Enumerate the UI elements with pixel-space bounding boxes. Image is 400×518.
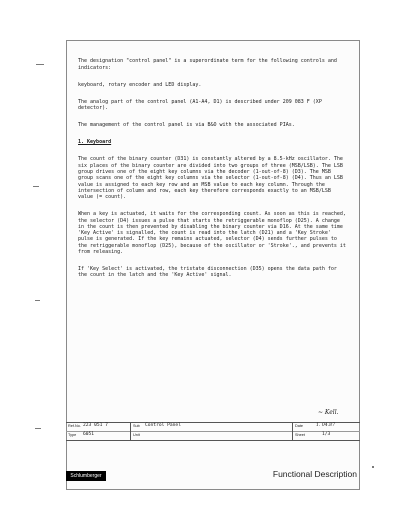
key-select-paragraph: If 'Key Select' is activated, the tristate disconnection (D35) opens the data path for the count in the latch and the 'Key Active' signal. bbox=[78, 266, 337, 279]
ref-no-value: 223 051 7 bbox=[83, 423, 108, 428]
sheet-value: 1/3 bbox=[322, 432, 331, 437]
counter-paragraph: The count of the binary counter (D31) is constantly altered by a 8.5-kHz oscillator. The six places of the binary counter are divided into two groups of three (MSB/LSB). The LSB group drives one of the eight key columns via the decoder (1-out-of-8) (D3). The MSB group scans one of the eight key columns via the selector (1-out-of-8) (D4). Thus an LSB value is assigned to each key row and an MSB value to each key column. Through the intersection of column and row, each key therefore corresponds exactly to an MSB/LSB value (= count). bbox=[78, 156, 343, 201]
sheet-label: Sheet bbox=[295, 433, 305, 437]
signature: ~ Kell. bbox=[318, 409, 339, 416]
document-type-title: Functional Description bbox=[272, 469, 357, 479]
type-value: 6051 bbox=[83, 432, 95, 437]
binder-mark bbox=[36, 64, 44, 65]
title-block-divider bbox=[130, 422, 131, 440]
title-block-mid-rule bbox=[66, 431, 360, 432]
date-label: Date bbox=[295, 424, 304, 428]
binder-mark bbox=[35, 428, 41, 429]
section-heading: 1. Keyboard bbox=[78, 139, 112, 146]
date-value: 1. 04.87 bbox=[316, 423, 335, 428]
title-block-bottom-rule bbox=[66, 440, 360, 441]
title-block-divider bbox=[292, 422, 293, 440]
sub-value: Control Panel bbox=[145, 423, 181, 428]
company-logo: Schlumberger bbox=[66, 471, 106, 481]
intro-paragraph: The designation "control panel" is a superordinate term for the following controls and indicators: bbox=[78, 58, 337, 71]
page-corner-mark bbox=[372, 466, 374, 468]
unit-label: Unit bbox=[133, 433, 140, 437]
sub-label: Sub bbox=[133, 424, 140, 428]
controls-list-paragraph: keyboard, rotary encoder and LED display. bbox=[78, 81, 202, 88]
binder-mark bbox=[35, 300, 40, 301]
key-actuation-paragraph: When a key is actuated, it waits for the corresponding count. As soon as this is reached, the selector (D4) issues a pulse that starts the retriggerable monoflop (D25). A change in the count is then prevented by disabling the binary counter via D16. At the same time 'Key Active' is signalled, the count is read into the latch (D21) and a 'Key Stroke' pulse is generated. If the key remains actuated, selector (D4) sends further pulses to the retriggerable monoflop (D25), because of the oscillator or 'Stroke'., and prevents it from releasing. bbox=[78, 211, 346, 256]
document-body bbox=[78, 52, 348, 290]
type-label: Type bbox=[68, 433, 77, 437]
ref-no-label: Ref.No. bbox=[68, 424, 81, 428]
management-paragraph: The management of the control panel is via B&O with the associated PIAs. bbox=[78, 122, 295, 129]
binder-mark bbox=[33, 186, 39, 187]
analog-part-paragraph: The analog part of the control panel (A1-A4, D1) is described under 209 083 F (XP detector). bbox=[78, 98, 322, 112]
